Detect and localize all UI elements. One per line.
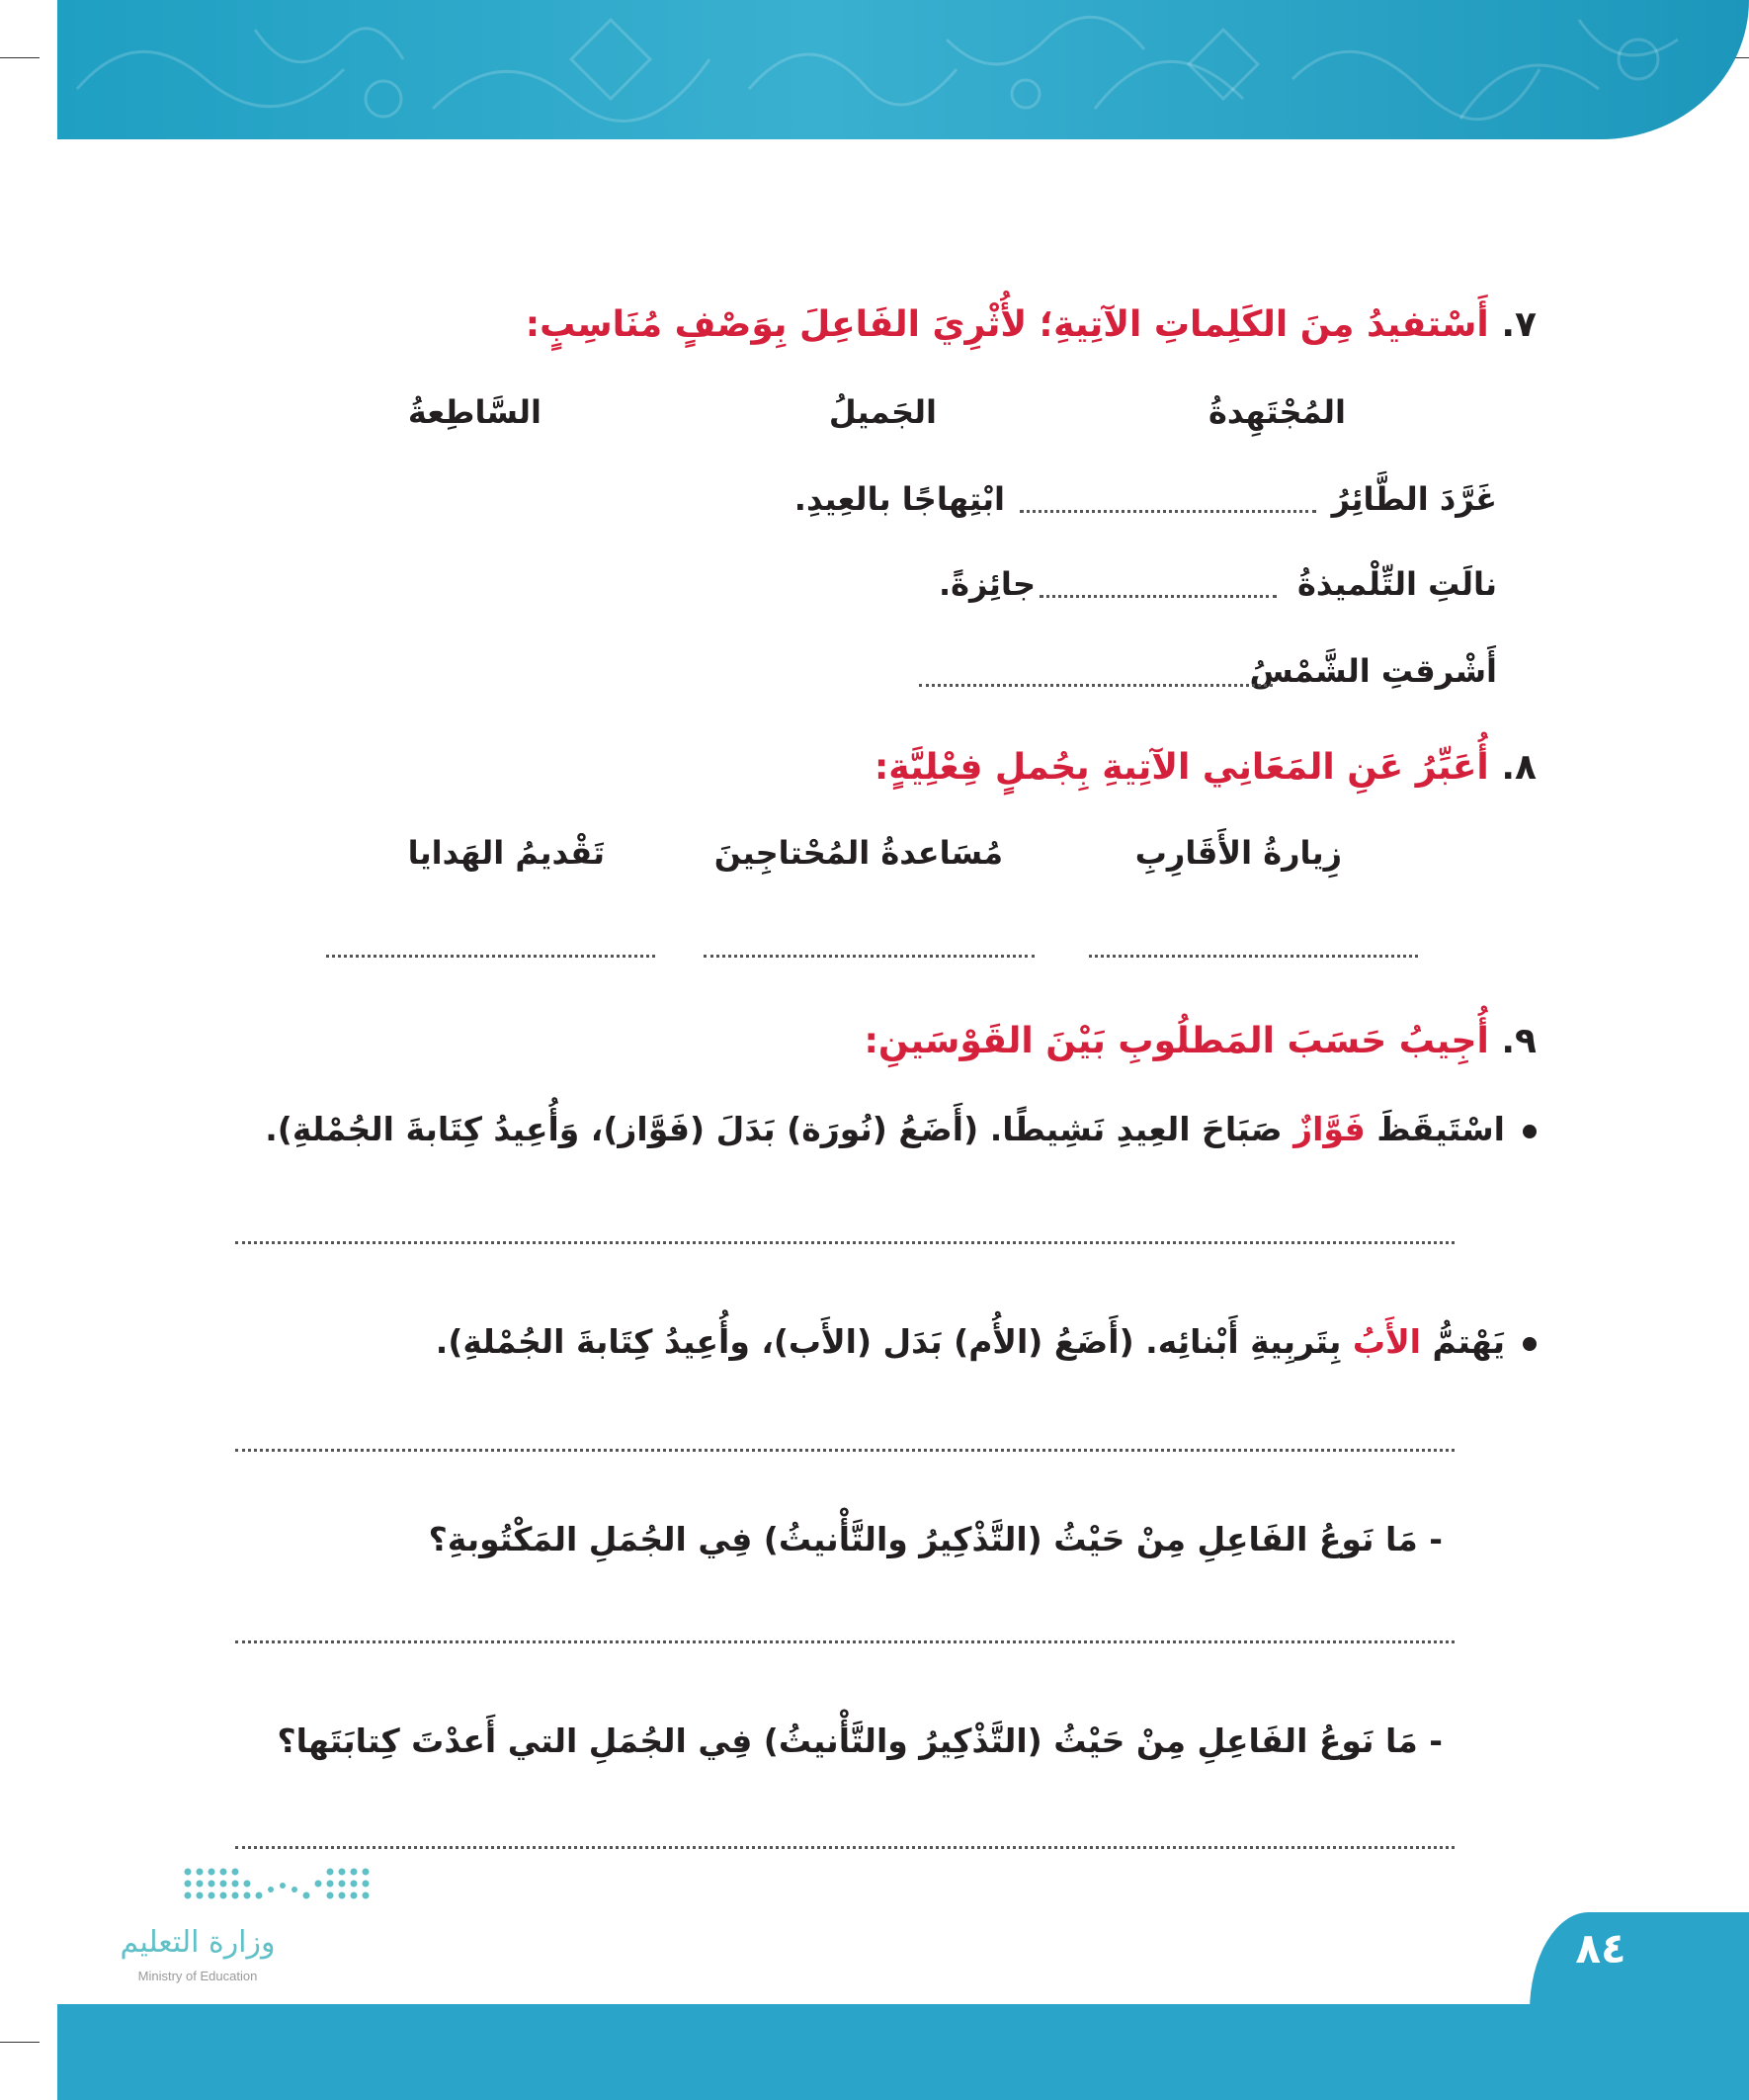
footer-band [57, 2004, 1749, 2100]
q7-answer-blank-2[interactable] [1040, 595, 1277, 598]
ministry-dots-icon [178, 1862, 435, 1921]
logo-arabic: وزارة التعليم [120, 1925, 276, 1960]
q8-heading [874, 747, 1537, 788]
q9-item-2-after: بِتَربِيةِ أَبْنائِه. (أَضَعُ (الأُم) بَدَل (الأَب)، وأُعِيدُ كِتَابةَ الجُمْلةِ). [435, 1322, 1342, 1361]
q9-item-2-highlight: الأَبُ [1352, 1322, 1421, 1361]
q8-instruction: أُعَبِّرُ عَنِ المَعَانِي الآتِيةِ بِجُملٍ فِعْلِيَّةٍ: [874, 747, 1489, 788]
q7-instruction: أَسْتفيدُ مِنَ الكَلِماتِ الآتِيةِ؛ لأُثْرِيَ الفَاعِلَ بِوَصْفٍ مُنَاسِبٍ: [525, 304, 1489, 345]
logo-english: Ministry of Education [137, 1969, 258, 1983]
q7-sentence-3-start: أَشْرقتِ الشَّمْسُ [1249, 652, 1497, 690]
q8-number: ٨. [1501, 747, 1537, 788]
q7-sentence-1-end: ابْتِهاجًا بالعِيدِ. [793, 480, 1005, 518]
header-banner [57, 0, 1749, 139]
q9-item-2 [436, 1322, 1537, 1361]
crop-mark [0, 57, 40, 58]
crop-mark [0, 2042, 40, 2043]
q9-answer-blank-4[interactable] [235, 1846, 1455, 1849]
q9-item-1-before: اسْتَيقَظَ [1376, 1110, 1505, 1148]
q7-number: ٧. [1501, 304, 1537, 345]
q7-sentence-2-start: نالَتِ التِّلْميذةُ [1296, 565, 1497, 603]
q9-item-1-after: صَبَاحَ العِيدِ نَشِيطًا. (أَضَعُ (نُورَة) بَدَلَ (فَوَّاز)، وَأُعِيدُ كِتَابةَ الجُمْلةِ). [265, 1110, 1283, 1148]
q9-item-1-highlight: فَوَّازٌ [1293, 1110, 1366, 1148]
q9-item-2-before: يَهْتمُّ [1432, 1322, 1505, 1361]
q8-meaning-1: زِيارةُ الأَقَارِبِ [1134, 834, 1342, 872]
bullet-icon [1523, 1337, 1537, 1351]
q9-answer-blank-3[interactable] [235, 1640, 1455, 1643]
calligraphy-pattern [57, 0, 1749, 139]
q8-answer-blank-3[interactable] [326, 955, 655, 958]
q8-meaning-2: مُسَاعدةُ المُحْتاجِينَ [713, 834, 1003, 872]
q9-number: ٩. [1501, 1021, 1537, 1061]
q7-word-2: الجَميلُ [828, 393, 937, 431]
q7-word-3: السَّاطِعةُ [407, 393, 541, 431]
q9-instruction: أُجِيبُ حَسَبَ المَطلُوبِ بَيْنَ القَوْسَينِ: [864, 1021, 1489, 1061]
q7-heading [526, 304, 1537, 345]
ministry-logo [99, 1848, 395, 1996]
q8-answer-blank-1[interactable] [1089, 955, 1418, 958]
q9-answer-blank-2[interactable] [235, 1449, 1455, 1452]
q7-sentence-2-end: جائِزةً. [938, 565, 1036, 603]
bullet-icon [1523, 1125, 1537, 1138]
page-number: ٨٤ [1575, 1924, 1626, 1973]
q7-answer-blank-3[interactable] [919, 684, 1273, 687]
q9-item-1 [265, 1110, 1537, 1148]
q8-answer-blank-2[interactable] [704, 955, 1035, 958]
q9-sub-question-1: - مَا نَوعُ الفَاعِلِ مِنْ حَيْثُ (التَّذْكِيرُ والتَّأْنيثُ) فِي الجُمَلِ المَكْتُوبةِ؟ [428, 1520, 1443, 1558]
q7-word-1: المُجْتَهِدةُ [1208, 393, 1346, 431]
q9-heading [865, 1021, 1537, 1061]
q8-meaning-3: تَقْديمُ الهَدايا [407, 834, 605, 872]
q9-answer-blank-1[interactable] [235, 1241, 1455, 1244]
q7-sentence-1-start: غَرَّدَ الطَّائِرُ [1331, 480, 1497, 518]
q7-answer-blank-1[interactable] [1020, 510, 1316, 513]
q9-sub-question-2: - مَا نَوعُ الفَاعِلِ مِنْ حَيْثُ (التَّذْكِيرُ والتَّأْنيثُ) فِي الجُمَلِ التي أَعدْتَ كِتابَتَها؟ [277, 1722, 1443, 1760]
